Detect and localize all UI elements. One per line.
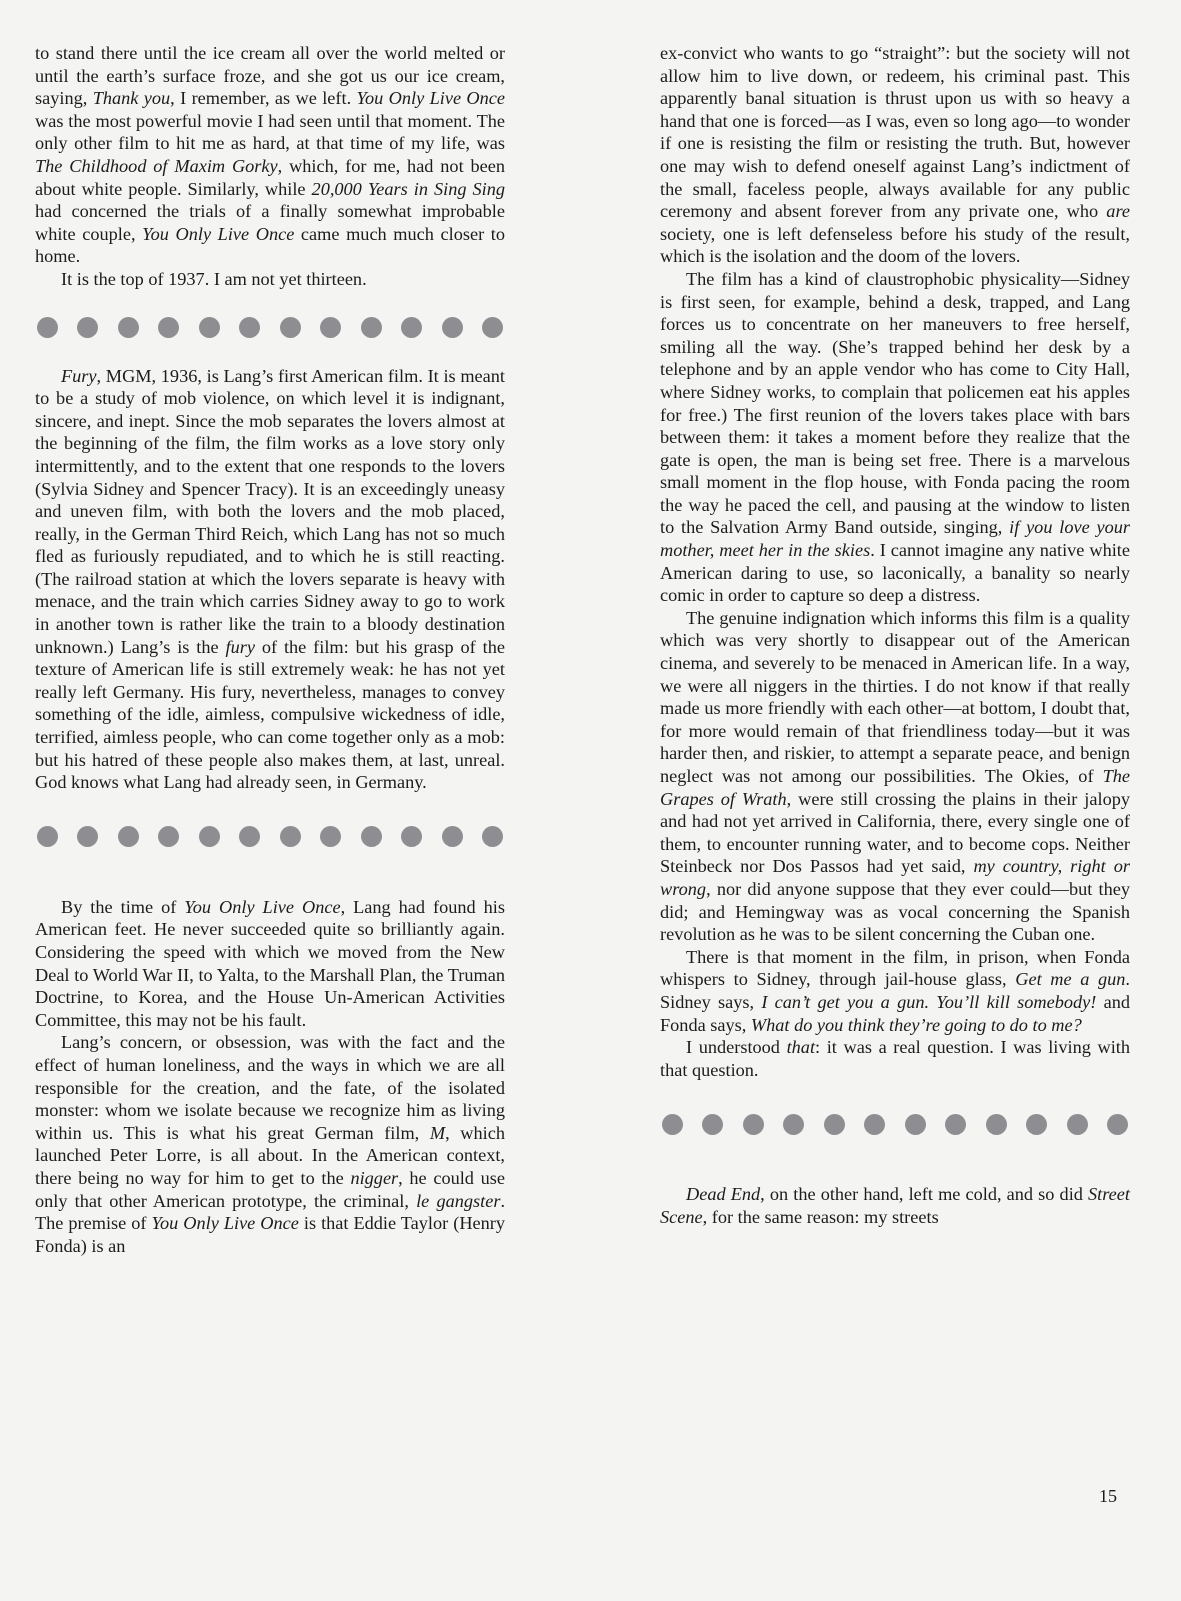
divider-dot bbox=[158, 826, 179, 847]
divider-dot bbox=[361, 826, 382, 847]
divider-dot bbox=[864, 1114, 885, 1135]
divider-dot bbox=[986, 1114, 1007, 1135]
divider-dot bbox=[37, 317, 58, 338]
divider-dot bbox=[1107, 1114, 1128, 1135]
divider-dot bbox=[118, 317, 139, 338]
divider-dot bbox=[320, 826, 341, 847]
paragraph: Lang’s concern, or obsession, was with the fact and the effect of human loneliness, and the ways in which we are all responsible for the creation, and the fate, of the isolated monster: whom we isolate because we recognize him as living within us. This is what his great German film, M, which launched Peter Lorre, is all about. In the American context, there being no way for him to get to the nigger, he could use only that other American prototype, the criminal, le gangster. The premise of You Only Live Once is that Eddie Taylor (Henry Fonda) is an bbox=[35, 1032, 506, 1256]
section-divider bbox=[35, 315, 505, 341]
divider-dot bbox=[702, 1114, 723, 1135]
divider-dot bbox=[199, 826, 220, 847]
divider-dot bbox=[239, 826, 260, 847]
divider-dot bbox=[783, 1114, 804, 1135]
divider-dot bbox=[824, 1114, 845, 1135]
paragraph: There is that moment in the film, in prison, when Fonda whispers to Sidney, through jail-house glass, Get me a gun. Sidney says, I can’t get you a gun. You’ll kill somebody! and Fonda says, What do you think they’re going to do to me? bbox=[660, 946, 1131, 1035]
divider-dot bbox=[158, 317, 179, 338]
divider-dot bbox=[401, 317, 422, 338]
divider-dot bbox=[662, 1114, 683, 1135]
divider-dot bbox=[320, 317, 341, 338]
divider-dot bbox=[442, 317, 463, 338]
divider-dot bbox=[482, 317, 503, 338]
paragraph: The film has a kind of claustrophobic physicality—Sidney is first seen, for example, behind a desk, trapped, and Lang forces us to concentrate on her maneuvers to free herself, smiling all the way. (She’s trapped behind her desk by a telephone and by an apple vendor who has come to City Hall, where Sidney works, to complain that policemen eat his apples for free.) The first reunion of the lovers takes place with bars between them: it takes a moment before they realize that the gate is open, the man is being set free. There is a marvelous small moment in the flop house, with Fonda pacing the room the way he paced the cell, and pausing at the window to listen to the Salvation Army Band outside, singing, if you love your mother, meet her in the skies. I cannot imagine any native white American daring to use, so laconically, a banality so nearly comic in order to capture so deep a distress. bbox=[660, 268, 1130, 606]
page-number: 15 bbox=[1099, 1486, 1117, 1506]
paragraph: I understood that: it was a real question. I was living with that question. bbox=[660, 1037, 1130, 1080]
paragraph: The genuine indignation which informs this film is a quality which was very shortly to disappear out of the American cinema, and severely to be menaced in American life. In a way, we were all niggers in the thirties. I do not know if that really made us more friendly with each other—at bottom, I doubt that, for more would remain of that friendliness today—but it was harder then, and riskier, to attempt a separate peace, and benign neglect was not among our possibilities. The Okies, of The Grapes of Wrath, were still crossing the plains in their jalopy and had not yet arrived in California, there, every single one of them, to encounter running water, and to become cops. Neither Steinbeck nor Dos Passos had yet said, my country, right or wrong, nor did anyone suppose that they ever could—but they did; and Hemingway was as vocal concerning the Spanish revolution as he was to be silent concerning the Cuban one. bbox=[660, 607, 1130, 945]
paragraph: It is the top of 1937. I am not yet thirteen. bbox=[61, 268, 367, 289]
divider-dot bbox=[118, 826, 139, 847]
left-column bbox=[35, 42, 505, 1257]
paragraph: Fury, MGM, 1936, is Lang’s first American film. It is meant to be a study of mob violence, on which level it is indignant, sincere, and inept. Since the mob separates the lovers almost at the beginning of the film, the film works as a love story only intermittently, and to the extent that one responds to the lovers (Sylvia Sidney and Spencer Tracy). It is an exceedingly uneasy and uneven film, with both the lovers and the mob placed, really, in the German Third Reich, which Lang has not so much fled as furiously repudiated, and to which he is still reacting. (The railroad station at which the lovers separate is heavy with menace, and the train which carries Sidney away to go to work in another town is rather like the train to a bloody destination unknown.) Lang’s is the fury of the film: but his grasp of the texture of American life is still extremely weak: he has not yet really left Germany. His fury, nevertheless, manages to convey something of the idle, aimless, compulsive wickedness of idle, terrified, aimless people, who can come together only as a mob: but his hatred of these people also makes them, at last, unreal. God knows what Lang had already seen, in Germany. bbox=[35, 365, 505, 793]
divider-dot bbox=[199, 317, 220, 338]
divider-dot bbox=[945, 1114, 966, 1135]
paragraph: to stand there until the ice cream all over the world melted or until the earth’s surface froze, and she got us our ice cream, saying, Thank you, I remember, as we left. You Only Live Once was the most powerful movie I had seen until that moment. The only other film to hit me as hard, at that time of my life, was The Childhood of Maxim Gorky, which, for me, had not been about white people. Similarly, while 20,000 Years in Sing Sing had concerned the trials of a finally somewhat improbable white couple, You Only Live Once came much much closer to home. bbox=[35, 43, 506, 267]
divider-dot bbox=[1026, 1114, 1047, 1135]
section-divider bbox=[660, 1111, 1130, 1137]
divider-dot bbox=[37, 826, 58, 847]
divider-dot bbox=[239, 317, 260, 338]
paragraph: By the time of You Only Live Once, Lang had found his American feet. He never succeeded quite so brilliantly again. Considering the speed with which we moved from the New Deal to World War II, to Yalta, to the Marshall Plan, the Truman Doctrine, to Korea, and the House Un-American Activities Committee, this may not be his fault. bbox=[35, 896, 505, 1030]
divider-dot bbox=[77, 826, 98, 847]
divider-dot bbox=[280, 826, 301, 847]
divider-dot bbox=[280, 317, 301, 338]
divider-dot bbox=[401, 826, 422, 847]
divider-dot bbox=[77, 317, 98, 338]
divider-dot bbox=[482, 826, 503, 847]
divider-dot bbox=[361, 317, 382, 338]
divider-dot bbox=[905, 1114, 926, 1135]
paragraph: Dead End, on the other hand, left me cold, and so did Street Scene, for the same reason: my streets bbox=[660, 1184, 1130, 1227]
section-divider bbox=[35, 824, 505, 850]
divider-dot bbox=[1067, 1114, 1088, 1135]
paragraph: ex-convict who wants to go “straight”: but the society will not allow him to live down, or redeem, his criminal past. This apparently banal situation is thrust upon us with so heavy a hand that one is forced—as I was, even so long ago—to wonder if one is resisting the film or resisting the truth. But, however one may wish to defend oneself against Lang’s indictment of the small, faceless people, always available for any public ceremony and absent forever from any private one, who are society, one is left defenseless before his study of the result, which is the isolation and the doom of the lovers. bbox=[660, 43, 1130, 267]
right-column bbox=[660, 42, 1130, 1229]
divider-dot bbox=[743, 1114, 764, 1135]
divider-dot bbox=[442, 826, 463, 847]
